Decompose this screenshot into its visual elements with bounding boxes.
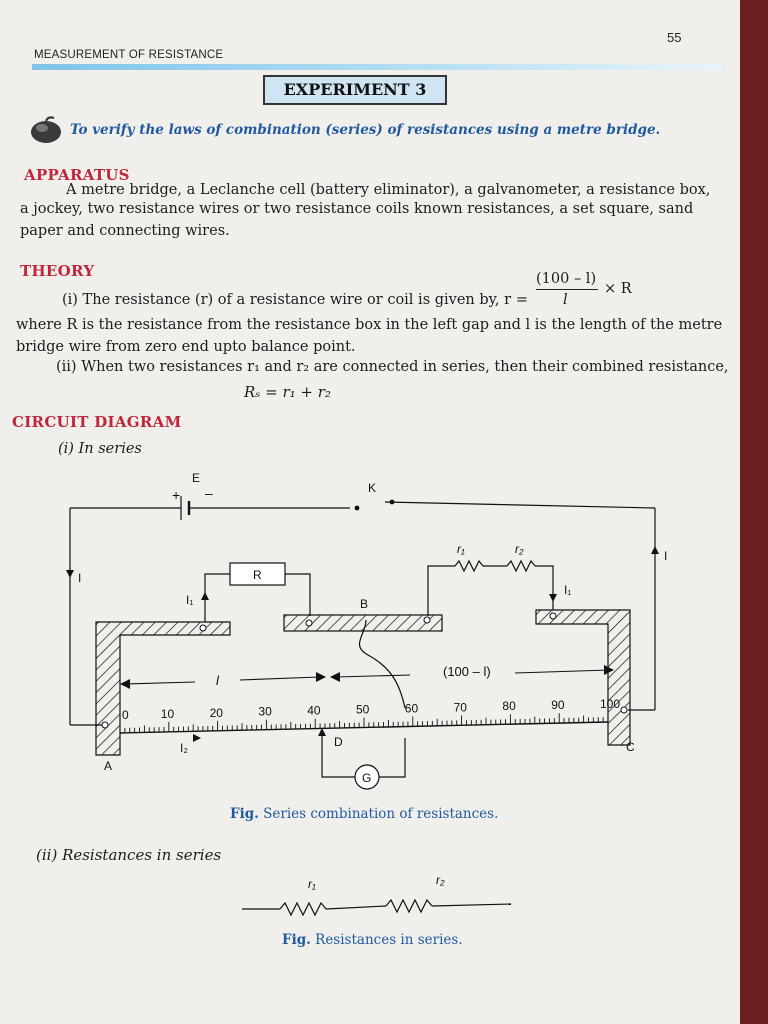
label-g: G [362, 771, 372, 785]
label-d: D [334, 735, 343, 749]
fig-label-1: Fig. [230, 806, 259, 822]
theory-heading: THEORY [20, 262, 95, 280]
scale-tick-label: 50 [356, 702, 370, 717]
circuit-subheading-2: (ii) Resistances in series [36, 846, 222, 864]
label-l: l [216, 673, 219, 688]
fraction-bar [536, 289, 598, 290]
series-r1-zigzag [280, 903, 326, 915]
apparatus-line-1: A metre bridge, a Leclanche cell (battery eliminator), a galvanometer, a resistance box, [66, 182, 711, 198]
book-cover-edge [740, 0, 768, 1024]
fig-label-2: Fig. [282, 932, 311, 948]
wire-top-right [385, 502, 655, 508]
formula-tail: × R [604, 281, 632, 297]
fig-text-1: Series combination of resistances. [258, 806, 499, 822]
computer-mouse-icon [28, 116, 64, 146]
label-i1-left: I₁ [186, 593, 194, 607]
scale-tick-label: 70 [453, 700, 467, 715]
fig-text-2: Resistances in series. [310, 932, 463, 948]
label-i1-right: I₁ [564, 583, 572, 597]
series-formula: Rₛ = r₁ + r₂ [244, 383, 331, 401]
label-e: E [192, 471, 201, 485]
label-i-left: I [78, 571, 82, 585]
circuit-subheading-1: (i) In series [58, 441, 142, 457]
label-i-right: I [664, 549, 668, 563]
resistor-r1-zigzag [455, 561, 483, 571]
label-plus: + [172, 487, 181, 503]
label-b: B [360, 597, 369, 611]
scale-tick-label: 30 [258, 704, 272, 719]
page-number: 55 [667, 30, 682, 45]
apparatus-line-3: paper and connecting wires. [20, 223, 230, 239]
series-label-r1: r₁ [308, 877, 316, 891]
theory-where-line-1: where R is the resistance from the resistance box in the left gap and l is the length of the metre [16, 317, 723, 333]
figure-caption-1 [230, 806, 498, 822]
label-a: A [104, 759, 113, 773]
label-r: R [253, 568, 262, 582]
theory-item-1: (i) The resistance (r) of a resistance wire or coil is given by, r = [62, 292, 528, 308]
apparatus-heading: APPARATUS [24, 166, 130, 184]
scale-tick-label: 20 [209, 705, 223, 720]
scale-tick-label: 80 [502, 699, 516, 714]
header-rule [32, 64, 722, 70]
label-100-minus-l: (100 – l) [443, 664, 491, 679]
label-i2: I₂ [180, 741, 188, 755]
apparatus-line-2: a jockey, two resistance wires or two resistance coils known resistances, a set square, sand [20, 201, 694, 217]
running-head: MEASUREMENT OF RESISTANCE [34, 49, 224, 61]
series-label-r2: r₂ [436, 873, 445, 887]
series-r2-zigzag [386, 900, 432, 912]
scale-tick-label: 60 [404, 701, 419, 716]
label-k: K [368, 481, 377, 495]
label-r1: r₁ [457, 542, 465, 556]
label-c: C [626, 740, 635, 754]
circuit-heading: CIRCUIT DIAGRAM [12, 413, 182, 431]
label-r2: r₂ [515, 542, 524, 556]
scale-tick-label: 100 [600, 697, 621, 711]
label-minus: – [205, 485, 213, 501]
scale-tick-label: 90 [551, 698, 565, 713]
jockey-wire [359, 620, 405, 708]
formula-numerator: (100 – l) [536, 271, 597, 287]
left-strip [96, 622, 230, 755]
experiment-title: EXPERIMENT 3 [263, 75, 447, 105]
series-resistors-diagram [236, 868, 526, 928]
right-strip [536, 610, 630, 745]
theory-item-2: (ii) When two resistances r₁ and r₂ are connected in series, then their combined resistance, [56, 359, 729, 375]
scale-tick-label: 40 [307, 703, 321, 718]
figure-caption-2 [282, 932, 463, 948]
experiment-aim: To verify the laws of combination (series) of resistances using a metre bridge. [70, 122, 661, 138]
resistor-r2-zigzag [507, 561, 535, 571]
formula-denominator: l [563, 292, 568, 308]
metre-bridge-diagram [0, 460, 740, 800]
theory-where-line-2: bridge wire from zero end upto balance point. [16, 339, 356, 355]
scale-tick-label: 10 [160, 706, 175, 721]
scale-tick-label: 0 [122, 708, 129, 722]
